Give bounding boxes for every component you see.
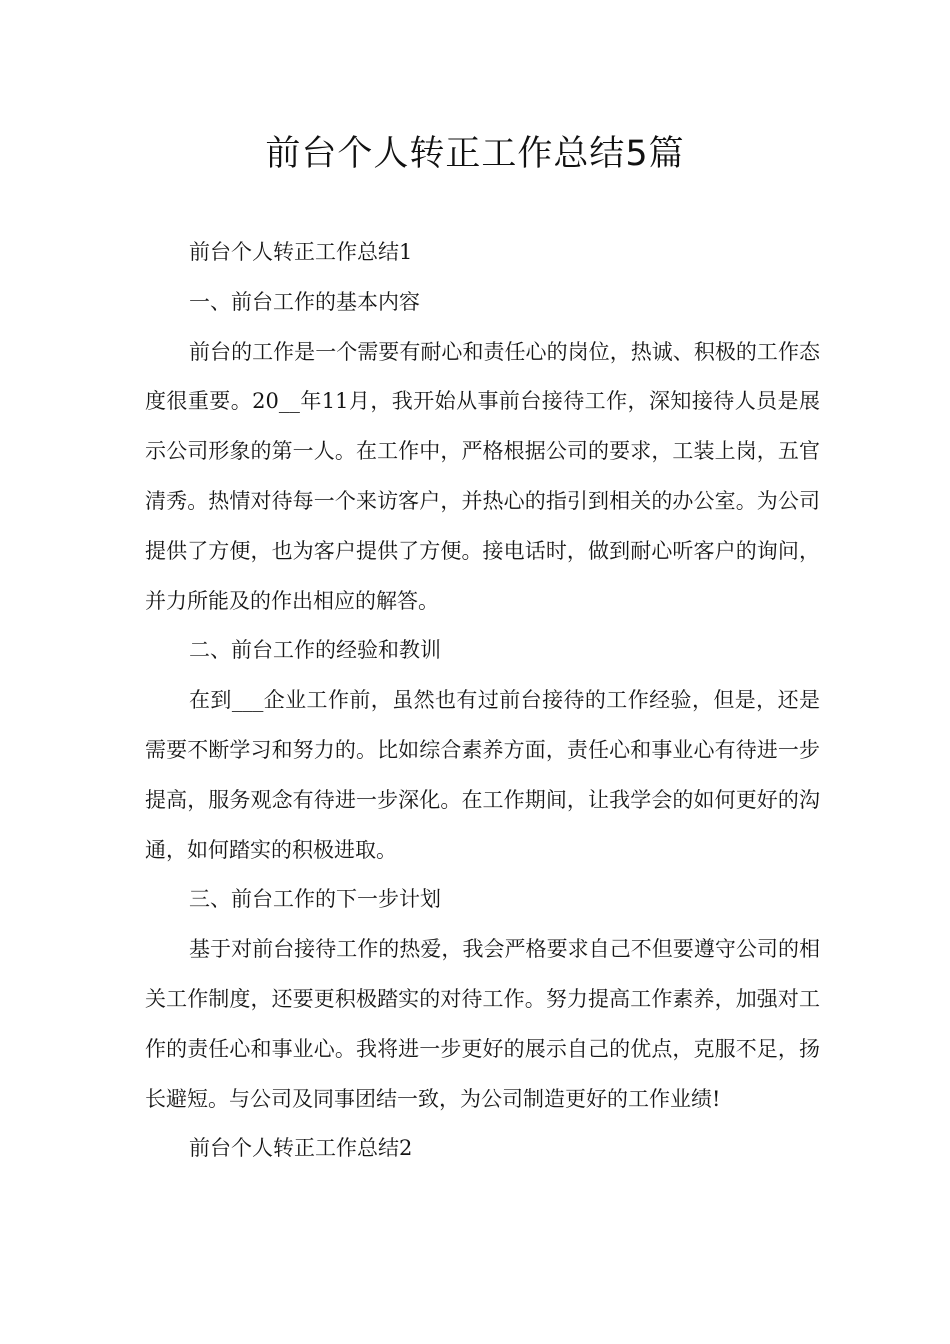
document-body: [145, 228, 820, 1174]
section-heading-summary-1: 前台个人转正工作总结1: [189, 240, 413, 264]
paragraph-basic-content: 前台的工作是一个需要有耐心和责任心的岗位，热诚、积极的工作态度很重要。20__年11月，我开始从事前台接待工作，深知接待人员是展示公司形象的第一人。在工作中，严格根据公司的要求，工装上岗，五官清秀。热情对待每一个来访客户，并热心的指引到相关的办公室。为公司提供了方便，也为客户提供了方便。接电话时，做到耐心听客户的询问，并力所能及的作出相应的解答。: [145, 339, 820, 613]
paragraph-next-plan: 基于对前台接待工作的热爱，我会严格要求自己不但要遵守公司的相关工作制度，还要更积极踏实的对待工作。努力提高工作素养，加强对工作的责任心和事业心。我将进一步更好的展示自己的优点，克服不足，扬长避短。与公司及同事团结一致，为公司制造更好的工作业绩!: [145, 937, 820, 1111]
subheading-next-plan: 三、前台工作的下一步计划: [189, 887, 441, 912]
paragraph-experience-lessons: 在到___企业工作前，虽然也有过前台接待的工作经验，但是，还是需要不断学习和努力的。比如综合素养方面，责任心和事业心有待进一步提高，服务观念有待进一步深化。在工作期间，让我学会的如何更好的沟通，如何踏实的积极进取。: [145, 688, 820, 862]
subheading-basic-content: 一、前台工作的基本内容: [189, 289, 420, 314]
document-title: 前台个人转正工作总结5篇: [265, 134, 685, 174]
section-heading-summary-2: 前台个人转正工作总结2: [189, 1136, 413, 1161]
subheading-experience-lessons: 二、前台工作的经验和教训: [189, 638, 441, 663]
